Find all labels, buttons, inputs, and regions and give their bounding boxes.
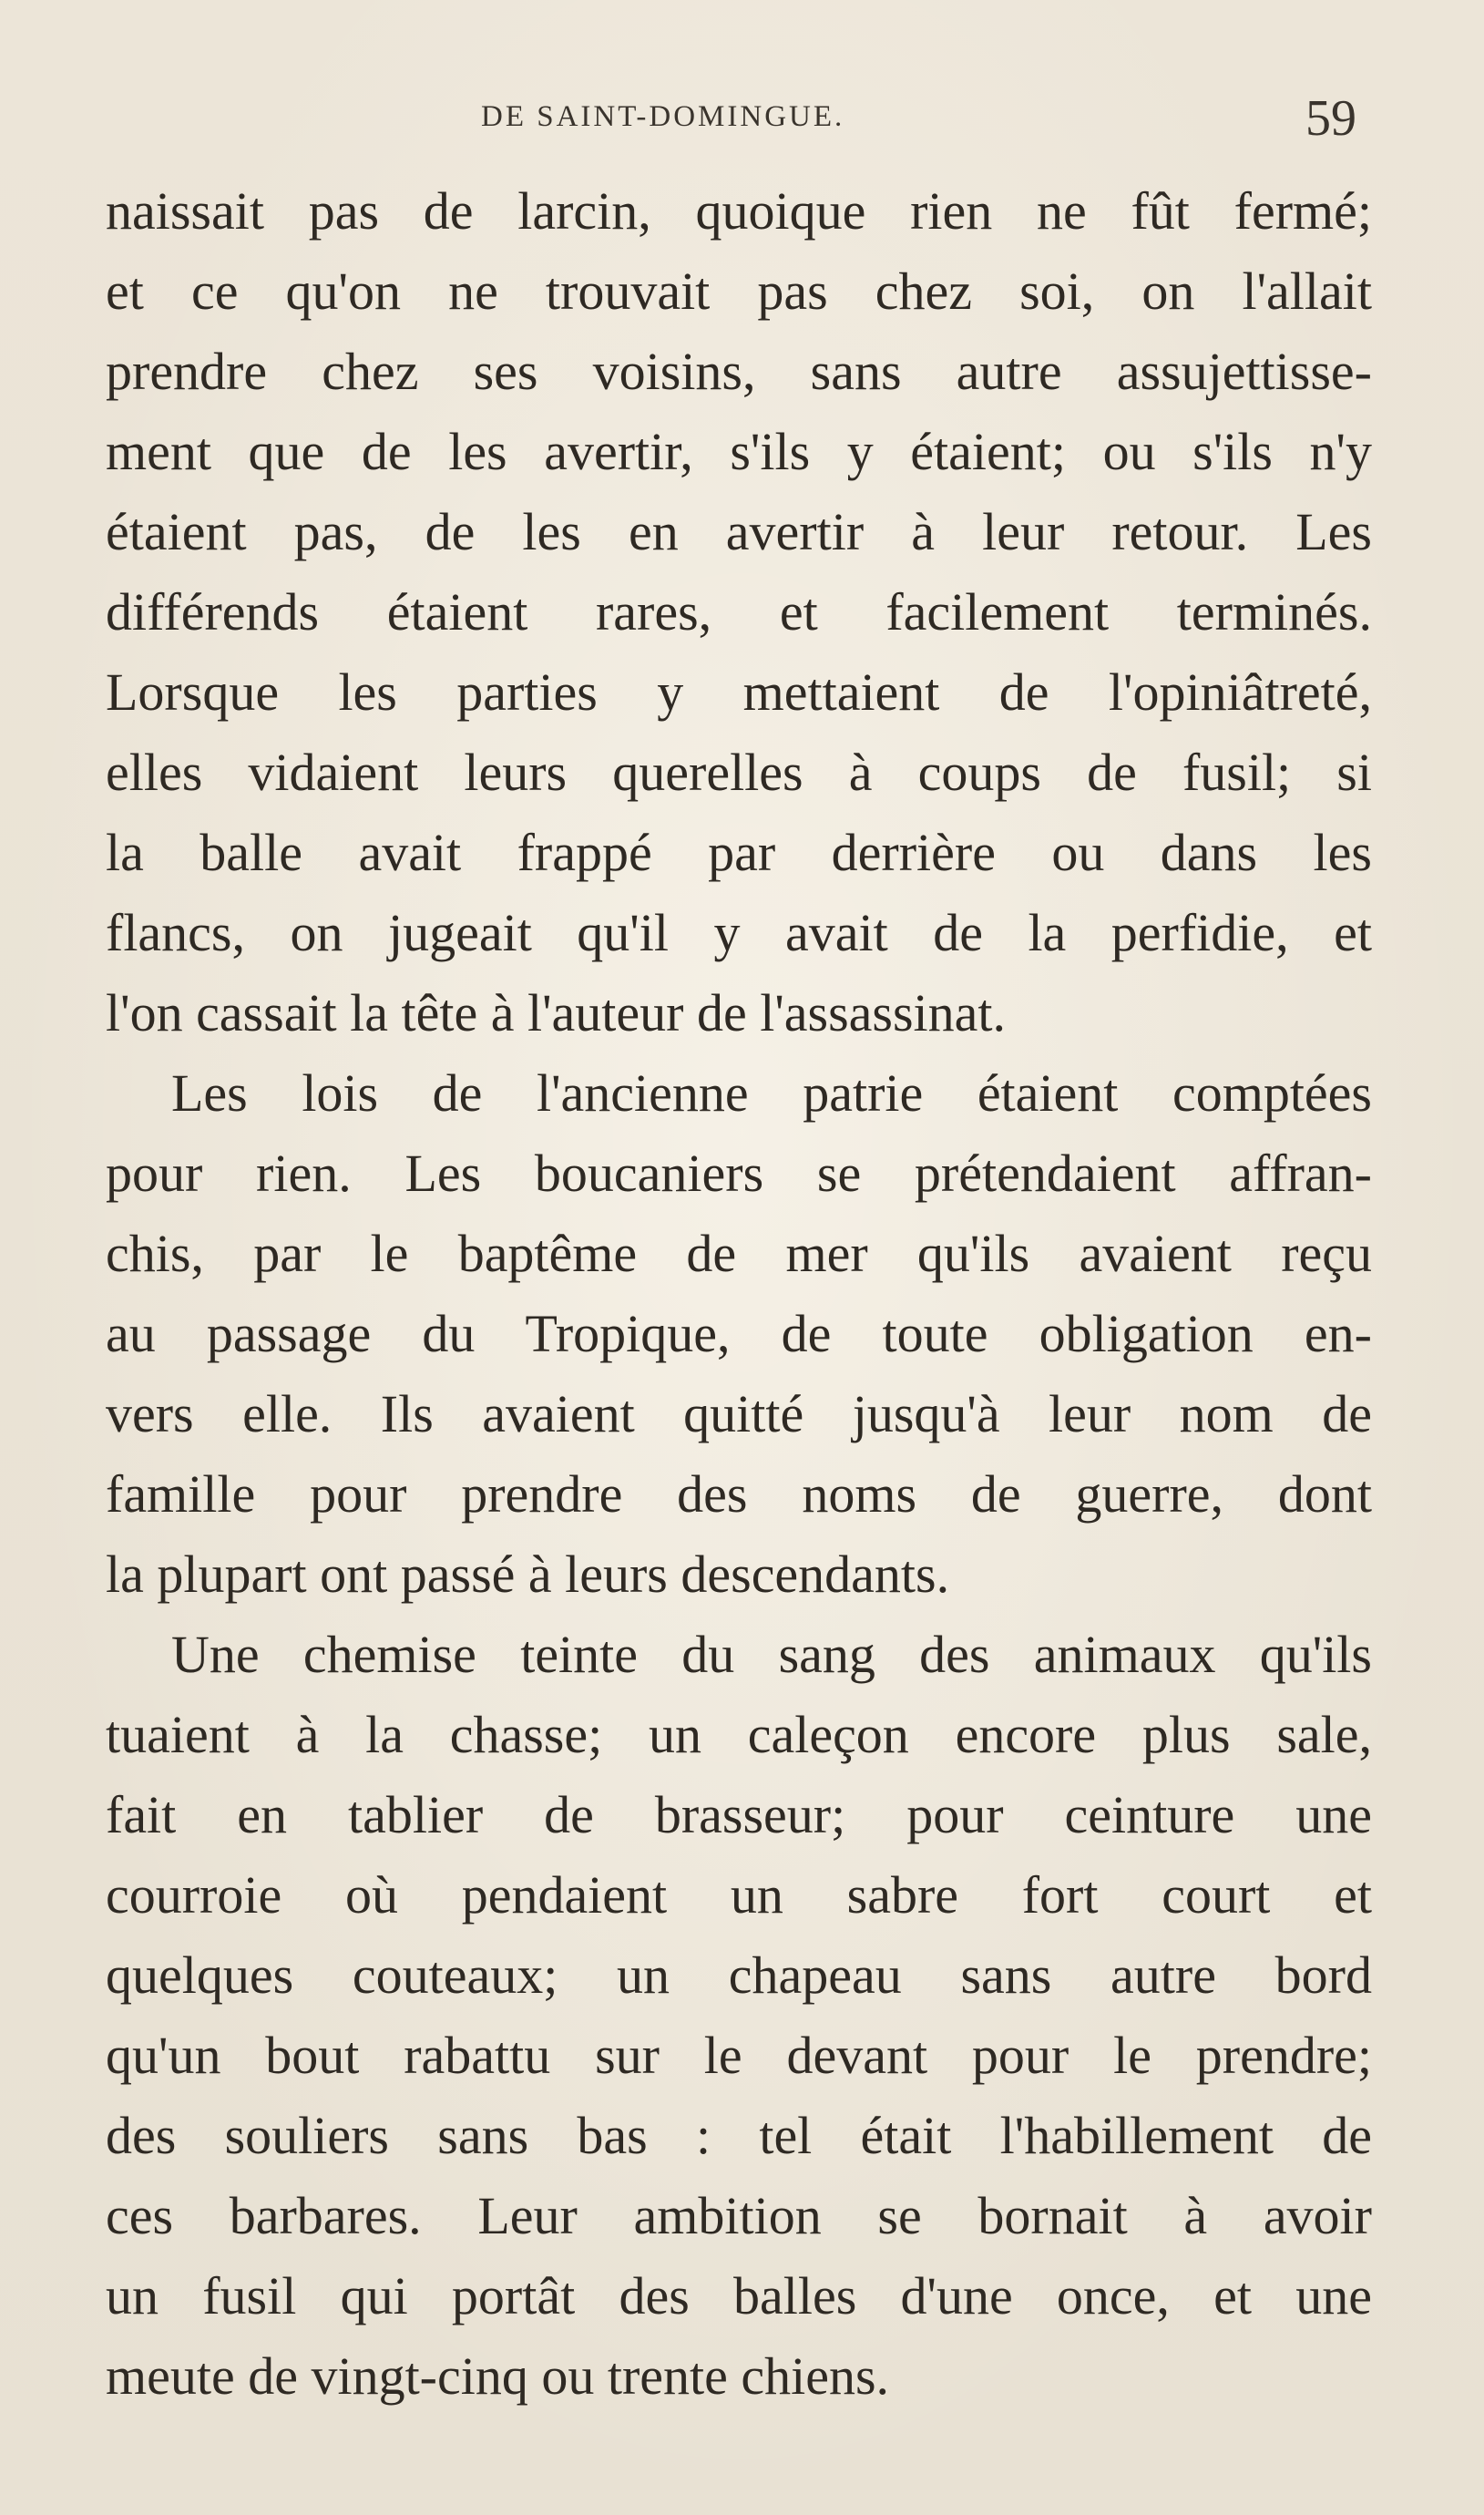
text-line: chis, par le baptême de mer qu'ils avaient reçu xyxy=(106,1224,1372,1283)
text-line: Une chemise teinte du sang des animaux qu'ils xyxy=(171,1625,1372,1684)
text-line: courroie où pendaient un sabre fort court et xyxy=(106,1865,1372,1925)
text-line: vers elle. Ils avaient quitté jusqu'à leur nom de xyxy=(106,1384,1372,1443)
text-line: flancs, on jugeait qu'il y avait de la perfidie, et xyxy=(106,903,1372,962)
text-line: elles vidaient leurs querelles à coups de fusil; si xyxy=(106,743,1372,802)
text-line: qu'un bout rabattu sur le devant pour le prendre; xyxy=(106,2026,1372,2085)
text-line: Lorsque les parties y mettaient de l'opiniâtreté, xyxy=(106,662,1372,722)
text-line: meute de vingt-cinq ou trente chiens. xyxy=(106,2346,890,2406)
page-header xyxy=(0,89,1484,162)
text-line: quelques couteaux; un chapeau sans autre bord xyxy=(106,1945,1372,2005)
body-text xyxy=(106,171,1372,2417)
text-line: et ce qu'on ne trouvait pas chez soi, on l'allait xyxy=(106,262,1372,321)
text-line: Les lois de l'ancienne patrie étaient comptées xyxy=(171,1063,1372,1123)
page-number: 59 xyxy=(1305,90,1356,147)
paragraph-3 xyxy=(106,1615,1372,2417)
text-line: un fusil qui portât des balles d'une once, et une xyxy=(106,2266,1372,2325)
paragraph-2 xyxy=(106,1053,1372,1615)
text-line: la plupart ont passé à leurs descendants. xyxy=(106,1545,950,1604)
text-line: la balle avait frappé par derrière ou dans les xyxy=(106,823,1372,882)
running-title: DE SAINT-DOMINGUE. xyxy=(481,100,845,133)
text-line: au passage du Tropique, de toute obligation en- xyxy=(106,1304,1372,1363)
text-line: fait en tablier de brasseur; pour ceinture une xyxy=(106,1785,1372,1844)
text-line: prendre chez ses voisins, sans autre assujettisse- xyxy=(106,342,1372,401)
text-line: pour rien. Les boucaniers se prétendaient affran- xyxy=(106,1144,1372,1203)
text-line: naissait pas de larcin, quoique rien ne fût fermé; xyxy=(106,181,1372,241)
text-line: étaient pas, de les en avertir à leur retour. Les xyxy=(106,502,1372,561)
text-line: ces barbares. Leur ambition se bornait à avoir xyxy=(106,2186,1372,2245)
text-line: ment que de les avertir, s'ils y étaient; ou s'ils n'y xyxy=(106,422,1372,481)
text-line: des souliers sans bas : tel était l'habillement de xyxy=(106,2106,1372,2165)
text-line: tuaient à la chasse; un caleçon encore plus sale, xyxy=(106,1705,1372,1764)
text-line: différends étaient rares, et facilement terminés. xyxy=(106,582,1372,642)
paragraph-1 xyxy=(106,171,1372,1053)
text-line: l'on cassait la tête à l'auteur de l'assassinat. xyxy=(106,983,1007,1042)
text-line: famille pour prendre des noms de guerre, dont xyxy=(106,1464,1372,1524)
